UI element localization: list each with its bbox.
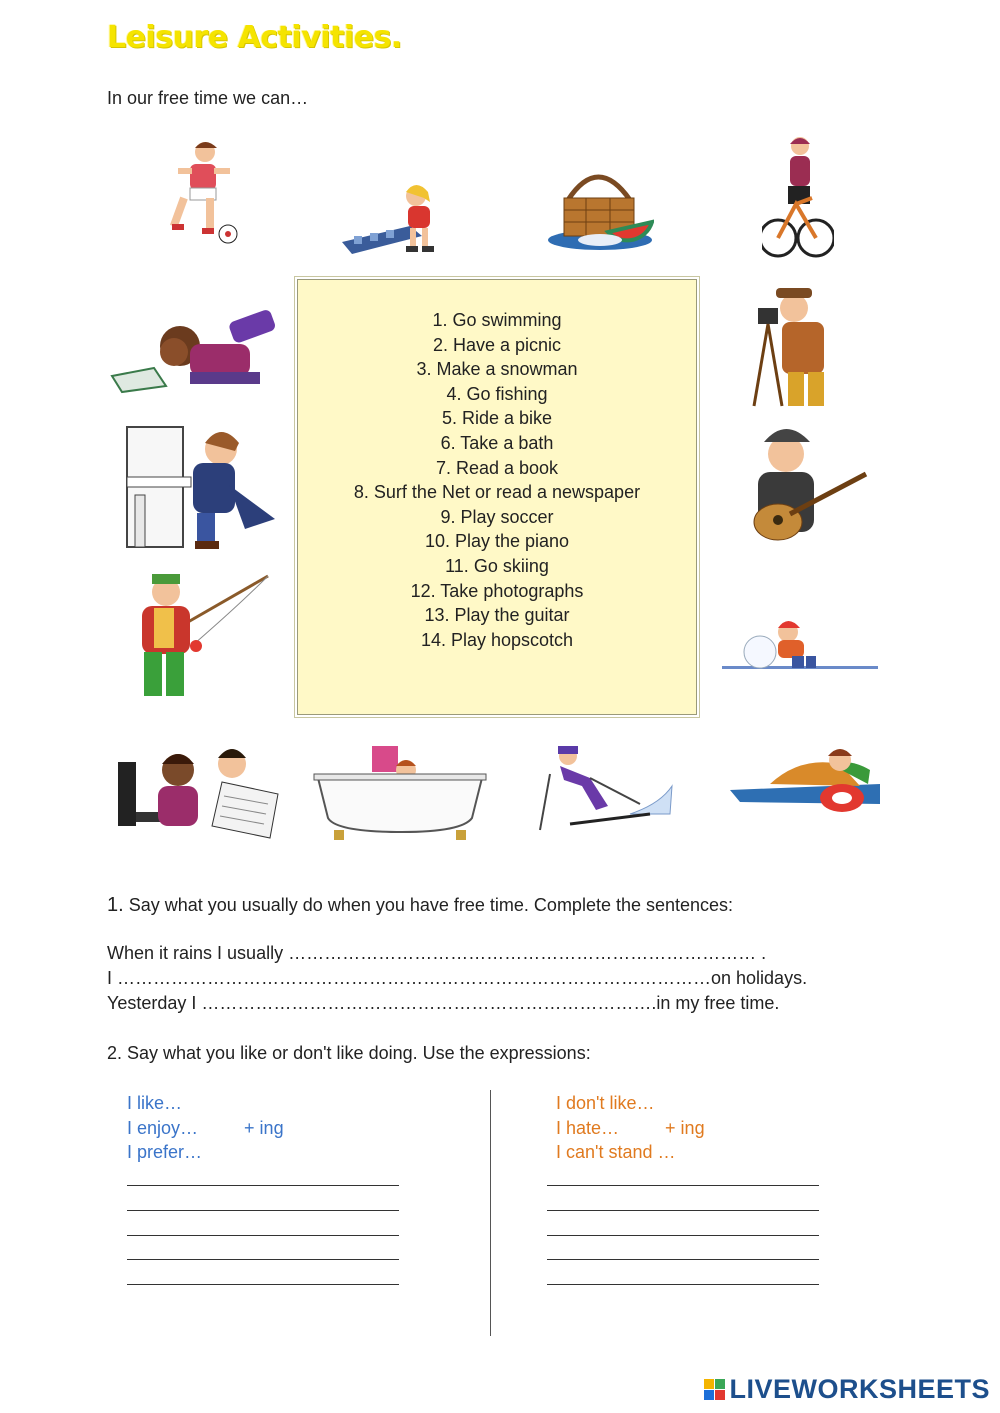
expression-dont-like: I don't like…: [556, 1093, 655, 1113]
expression-prefer: I prefer…: [127, 1142, 203, 1163]
cyclist-illustration: [762, 134, 834, 262]
activity-item: 3. Make a snowman: [416, 359, 578, 380]
activity-item: 2. Have a picnic: [432, 334, 562, 355]
worksheet-title: Leisure Activities.: [107, 20, 402, 55]
activity-list: [298, 280, 696, 652]
picnic-basket-illustration: [546, 160, 654, 252]
logo-text: LIVEWORKSHEETS: [729, 1374, 990, 1404]
skier-illustration: [530, 744, 675, 834]
activity-item: 11. Go skiing: [445, 555, 549, 576]
activity-item: 4. Go fishing: [446, 383, 548, 404]
exercise-1-text: Say what you usually do when you have free time. Complete the sentences:: [128, 895, 734, 915]
answer-line-left[interactable]: [127, 1259, 399, 1260]
guitar-player-illustration: [730, 424, 870, 548]
answer-line-right[interactable]: [547, 1259, 819, 1260]
hopscotch-girl-illustration: [340, 180, 458, 260]
bathtub-illustration: [312, 744, 488, 844]
activity-item: 7. Read a book: [435, 457, 559, 478]
answer-line-left[interactable]: [127, 1185, 399, 1186]
activity-item: 12. Take photographs: [410, 580, 584, 601]
dislike-expressions: [556, 1091, 705, 1165]
exercise-2-instruction: 2. Say what you like or don't like doing. Use the expressions:: [107, 1043, 591, 1063]
exercise-1-instruction: [107, 894, 733, 917]
column-divider: [490, 1090, 491, 1336]
like-expressions: [127, 1091, 284, 1165]
sentence-yesterday[interactable]: Yesterday I ………………………………………………………………….in my free time.: [107, 993, 780, 1013]
sentence-holidays[interactable]: I ………………………………………………………………………………………on holidays.: [107, 968, 808, 988]
expression-like: I like…: [127, 1093, 183, 1113]
photographer-illustration: [748, 286, 852, 410]
activity-item: 5. Ride a bike: [441, 408, 553, 429]
answer-line-right[interactable]: [547, 1284, 819, 1285]
swimmer-illustration: [730, 744, 880, 824]
activity-item: 10. Play the piano: [424, 531, 570, 552]
answer-line-left[interactable]: [127, 1284, 399, 1285]
expression-hate: I hate… + ing: [556, 1116, 705, 1141]
expression-enjoy: I enjoy… + ing: [127, 1116, 284, 1141]
activity-list-box: [297, 279, 697, 715]
soccer-player-illustration: [150, 138, 250, 250]
boy-reading-illustration: [110, 306, 278, 396]
activity-item: 1. Go swimming: [432, 310, 562, 330]
logo-icon: [704, 1379, 725, 1400]
sentence-rains[interactable]: When it rains I usually …………………………………………………………………… .: [107, 943, 767, 963]
answer-line-right[interactable]: [547, 1210, 819, 1211]
answer-line-right[interactable]: [547, 1185, 819, 1186]
piano-player-illustration: [125, 425, 277, 559]
activity-item: 8. Surf the Net or read a newspaper: [353, 482, 641, 503]
answer-line-left[interactable]: [127, 1235, 399, 1236]
activity-item: 6. Take a bath: [440, 432, 554, 453]
activity-item: 14. Play hopscotch: [420, 629, 574, 650]
ing-suffix: + ing: [665, 1117, 705, 1138]
ing-suffix: + ing: [244, 1117, 284, 1138]
exercise-1-number: 1.: [107, 894, 124, 916]
answer-line-right[interactable]: [547, 1235, 819, 1236]
expression-cant-stand: I can't stand …: [556, 1142, 676, 1163]
activity-item: 13. Play the guitar: [424, 605, 570, 626]
snowman-maker-illustration: [722, 616, 880, 676]
fisherman-illustration: [128, 572, 273, 704]
liveworksheets-logo: [704, 1374, 990, 1405]
activity-item: 9. Play soccer: [440, 506, 554, 527]
computer-and-newspaper-illustration: [112, 742, 282, 840]
intro-text: In our free time we can…: [107, 88, 309, 108]
answer-line-left[interactable]: [127, 1210, 399, 1211]
